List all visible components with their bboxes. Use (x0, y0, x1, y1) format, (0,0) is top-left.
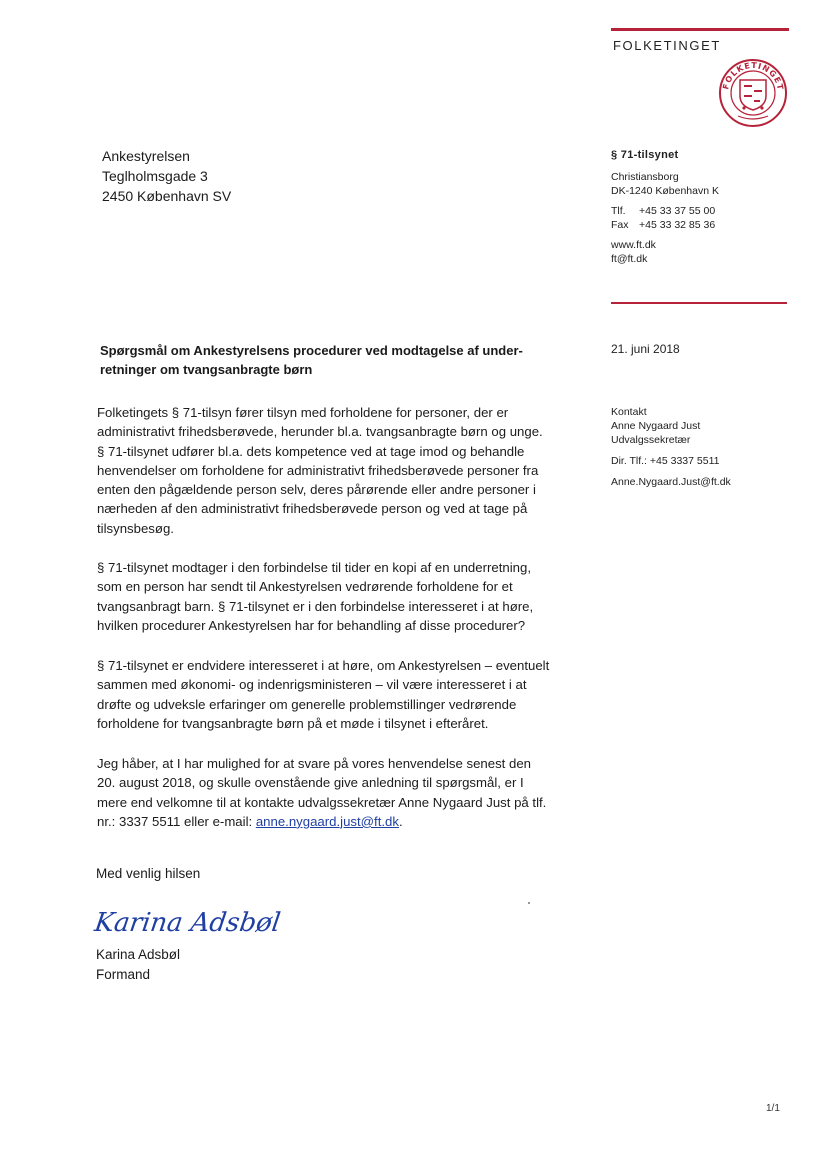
body-line: § 71-tilsynet er endvidere interesseret i at høre, om Ankestyrelsen – eventuelt (97, 658, 550, 673)
sender-phone (611, 204, 719, 218)
contact-heading: Kontakt (611, 406, 647, 418)
contact-direct-phone: Dir. Tlf.: +45 3337 5511 (611, 455, 720, 467)
body-line: som en person har sendt til Ankestyrelsen vedrørende forholdene for et (97, 579, 513, 595)
body-line: mere end velkomne til at kontakte udvalgssekretær Anne Nygaard Just på tlf. (97, 794, 547, 810)
organization-name: FOLKETINGET (613, 38, 721, 53)
body-paragraph-1 (97, 403, 577, 538)
signer-name: Karina Adsbøl (96, 947, 181, 962)
body-line: 20. august 2018, og skulle ovenstående give anledning til spørgsmål, er I (97, 775, 524, 791)
contact-block (611, 405, 731, 489)
recipient-name: Ankestyrelsen (102, 148, 190, 164)
body-line: Jeg håber, at I har mulighed for at svare på vores henvendelse senest den (97, 756, 531, 771)
scan-speck (528, 902, 530, 904)
body-line: § 71-tilsynet udfører bl.a. dets kompetence ved at tage imod og behandle (97, 443, 525, 459)
body-line: administrativt frihedsberøvede, herunder bl.a. tvangsanbragte børn og unge. (97, 424, 543, 440)
subject-line: Spørgsmål om Ankestyrelsens procedurer ved modtagelse af under- (100, 343, 523, 358)
body-line: § 71-tilsynet modtager i den forbindelse til tider en kopi af en underretning, (97, 560, 531, 575)
body-paragraph-4 (97, 754, 577, 831)
body-text: nr.: 3337 5511 eller e-mail: (97, 813, 256, 829)
sender-department: § 71-tilsynet (611, 149, 679, 161)
signer-title: Formand (96, 967, 151, 982)
subject-line: retninger om tvangsanbragte børn (100, 362, 313, 377)
body-paragraph-3 (97, 656, 577, 733)
body-line-with-email (97, 812, 577, 831)
header-rule-bottom (611, 302, 787, 304)
body-line: tilsynsbesøg. (97, 520, 174, 536)
body-line: drøfte og udveksle erfaringer om generelle problemstillinger vedrørende (97, 696, 517, 712)
sender-email: ft@ft.dk (611, 253, 648, 265)
sender-block (611, 148, 719, 266)
signature-text: Karina Adsbøl (92, 908, 283, 938)
body-line: henvendelser om forholdene for administrativt frihedsberøvede personer fra (97, 462, 539, 478)
sender-phone-label: Tlf. (611, 205, 626, 217)
contact-email-link[interactable]: anne.nygaard.just@ft.dk (255, 813, 399, 829)
body-line: nærheden af den administrativt frihedsberøvede person og ved at tage på (97, 501, 528, 517)
handwritten-signature (92, 893, 283, 945)
sender-fax-label: Fax (611, 219, 629, 231)
contact-title: Udvalgssekretær (611, 434, 691, 446)
header-rule-top (611, 28, 789, 31)
body-line: sammen med økonomi- og indenrigsministeren – vil være interesseret i at (97, 677, 527, 693)
signer-block (96, 945, 180, 985)
recipient-city: 2450 København SV (102, 188, 232, 204)
sender-address-1: Christiansborg (611, 171, 679, 183)
recipient-street: Teglholmsgade 3 (102, 168, 208, 184)
closing-greeting: Med venlig hilsen (96, 866, 201, 881)
sender-fax (611, 218, 719, 232)
recipient-address (102, 146, 231, 206)
body-line: Folketingets § 71-tilsyn fører tilsyn med forholdene for personer, der er (97, 405, 509, 420)
body-line: hvilken procedurer Ankestyrelsen har for behandling af disse procedurer? (97, 617, 526, 633)
body-line: enten den pågældende person selv, deres pårørende eller andre personer i (97, 482, 536, 498)
body-line: tvangsanbragt barn. § 71-tilsynet er i den forbindelse interesseret i at høre, (97, 598, 534, 614)
letter-subject (100, 341, 570, 379)
contact-name: Anne Nygaard Just (611, 420, 701, 432)
contact-email: Anne.Nygaard.Just@ft.dk (611, 476, 731, 488)
body-paragraph-2 (97, 558, 577, 635)
sender-phone-value: +45 33 37 55 00 (639, 205, 716, 217)
sender-address-2: DK-1240 København K (611, 185, 719, 197)
page-number: 1/1 (766, 1103, 780, 1114)
sender-fax-value: +45 33 32 85 36 (639, 219, 716, 231)
folketinget-seal-logo (718, 58, 788, 128)
svg-text:FOLKETINGET (721, 61, 785, 91)
letter-date: 21. juni 2018 (611, 342, 680, 356)
seal-text: FOLKETINGET (721, 60, 785, 92)
body-text: . (398, 813, 403, 829)
body-line: forholdene for tvangsanbragte børn på et møde i tilsynet i efteråret. (97, 715, 489, 731)
sender-web: www.ft.dk (611, 239, 656, 251)
